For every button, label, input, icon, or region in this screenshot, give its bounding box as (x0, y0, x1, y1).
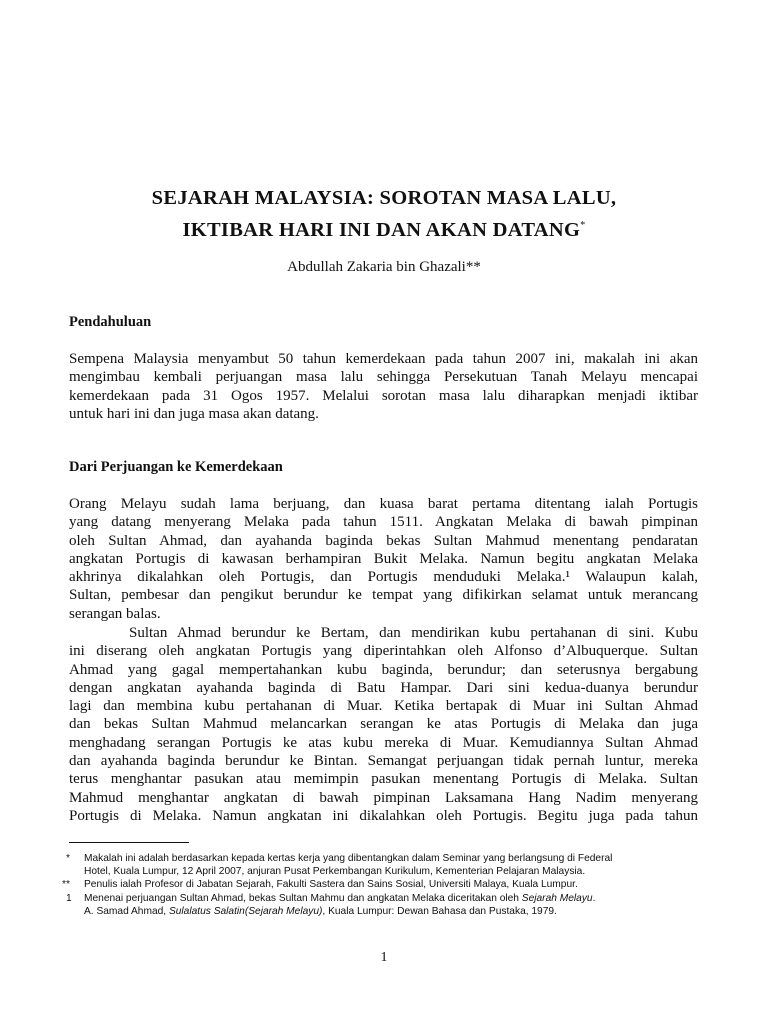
footnote-line: Penulis ialah Profesor di Jabatan Sejarah, Fakulti Sastera dan Sains Sosial, Universiti Malaya, Kuala Lumpur. (84, 879, 578, 891)
text-line: Ahmad yang gagal mempertahankan kubu baginda, berundur; dan seterusnya bergabung (69, 661, 698, 678)
text-line: dan ayahanda baginda berundur ke Bintan. Semangat perjuangan tidak pernah luntur, mereka (69, 753, 698, 770)
footnote-star (62, 852, 712, 878)
text-line: angkatan Portugis di kawasan berhampiran Bukit Melaka. Namun begitu angkatan Melaka (69, 550, 698, 567)
text-line: terus menghantar pasukan atau memimpin pasukan menentang Portugis di Melaka. Sultan (69, 771, 698, 788)
text-line: akhrinya dikalahkan oleh Portugis, dan Portugis menduduki Melaka.¹ Walaupun kalah, (69, 569, 698, 586)
title-line-2-text: IKTIBAR HARI INI DAN AKAN DATANG (182, 219, 581, 241)
footnotes (62, 852, 712, 918)
text-line: lagi dan membina kubu pertahanan di Muar. Ketika bertapak di Muar ini Sultan Ahmad (69, 698, 698, 715)
text-line: yang datang menyerang Melaka pada tahun 1511. Angkatan Melaka di bawah pimpinan (69, 514, 698, 531)
footnote-line: Makalah ini adalah berdasarkan kepada kertas kerja yang dibentangkan dalam Seminar yang berlangsung di Federal (84, 853, 613, 864)
footnote-mark: 1 (66, 892, 72, 904)
text-line: menghadang serangan Portugis ke atas kubu mereka di Muar. Kemudiannya Sultan Ahmad (69, 734, 698, 751)
text-line: oleh Sultan Ahmad, dan ayahanda baginda bekas Sultan Mahmud menentang pendaratan (69, 532, 698, 549)
paper-title (0, 184, 768, 244)
page-number: 1 (380, 950, 388, 965)
footnote-mark: * (66, 853, 70, 864)
title-line-1: SEJARAH MALAYSIA: SOROTAN MASA LALU, (151, 187, 617, 209)
text-line: ini diserang oleh angkatan Portugis yang diperintahkan oleh Alfonso d’Albuquerque. Sultan (69, 643, 698, 660)
paragraph-1 (69, 495, 698, 623)
footnote-1 (62, 892, 712, 918)
text-line: mengimbau kembali perjuangan masa lalu sehingga Persekutuan Tanah Melayu mencapai (69, 369, 698, 386)
text-line: Sempena Malaysia menyambut 50 tahun kemerdekaan pada tahun 2007 ini, makalah ini akan (69, 351, 698, 367)
paragraph-intro (69, 350, 698, 423)
text-line: Orang Melayu sudah lama berjuang, dan kuasa barat pertama ditentang ialah Portugis (69, 496, 698, 512)
text-line: dengan angkatan ayahanda baginda di Batu Hampar. Dari sini kedua-duanya berundur (69, 679, 698, 696)
text-line: Mahmud menghantar angkatan di bawah pimpinan Laksamana Hang Nadim menyerang (69, 789, 698, 806)
footnote-double-star (62, 878, 712, 891)
text-line: untuk hari ini dan juga masa akan datang. (69, 405, 319, 422)
footnote-line (84, 905, 712, 918)
paragraph-2 (69, 624, 698, 825)
footnote-text: , Kuala Lumpur: Dewan Bahasa dan Pustaka, 1979. (322, 905, 557, 917)
text-line: Sultan Ahmad berundur ke Bertam, dan mendirikan kubu pertahanan di sini. Kubu (129, 625, 698, 641)
title-line-2 (0, 212, 768, 244)
footnote-text: A. Samad Ahmad, (84, 905, 169, 917)
footnote-line: Hotel, Kuala Lumpur, 12 April 2007, anjuran Pusat Perkembangan Kurikulum, Kementerian Pelajaran Malaysia. (84, 866, 586, 878)
text-line: dan bekas Sultan Mahmud melancarkan serangan ke atas Portugis di Melaka dan juga (69, 716, 698, 733)
text-line: Sultan, pembesar dan pengikut berundur ke tempat yang difikirkan selamat untuk merancang (69, 587, 698, 604)
title-footnote-marker: * (580, 220, 586, 231)
author-name: Abdullah Zakaria bin Ghazali** (287, 259, 481, 275)
text-line: serangan balas. (69, 605, 161, 622)
footnote-title-italic: Sulalatus Salatin(Sejarah Melayu) (168, 905, 323, 917)
footnote-divider (69, 842, 189, 843)
footnote-text: . (592, 892, 596, 904)
text-line: kemerdekaan pada 31 Ogos 1957. Melalui sorotan masa lalu diharapkan menjadi iktibar (69, 387, 698, 404)
text-line: Portugis di Melaka. Namun angkatan ini dikalahkan oleh Portugis. Begitu juga pada tahun (69, 807, 698, 824)
section-heading-pendahuluan: Pendahuluan (69, 314, 152, 330)
footnote-text: Menenai perjuangan Sultan Ahmad, bekas Sultan Mahmu dan angkatan Melaka diceritakan oleh (84, 892, 522, 904)
footnote-mark: ** (62, 879, 70, 891)
footnote-line (84, 892, 712, 905)
section-heading-perjuangan: Dari Perjuangan ke Kemerdekaan (69, 459, 283, 475)
footnote-title-italic: Sejarah Melayu (521, 892, 593, 904)
